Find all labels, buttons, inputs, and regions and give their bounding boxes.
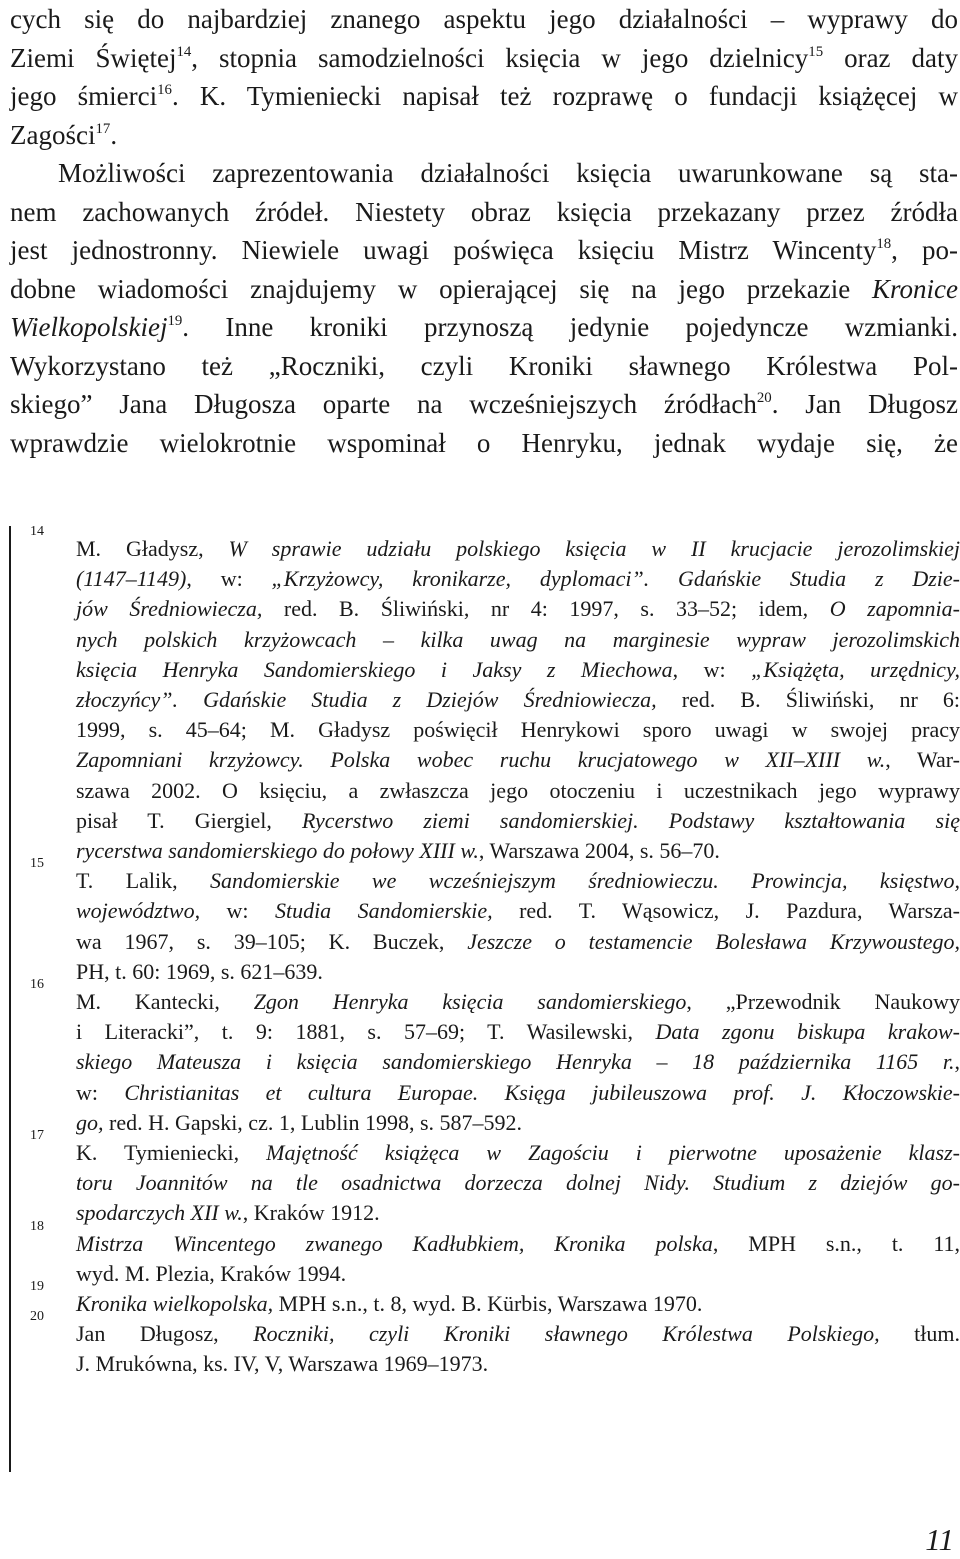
- footnote-number: 18: [30, 1218, 44, 1234]
- footnote-line: złoczyńcy”. Gdańskie Studia z Dziejów Średniowiecza, red. B. Śliwiński, nr 6:: [76, 687, 960, 713]
- footnote-line: PH, t. 60: 1969, s. 621–639.: [76, 958, 323, 984]
- footnote-line: Jan Długosz, Roczniki, czyli Kroniki sławnego Królestwa Polskiego, tłum.: [76, 1321, 960, 1347]
- footnote-line: wa 1967, s. 39–105; K. Buczek, Jeszcze o testamencie Bolesława Krzywoustego,: [76, 928, 960, 954]
- footnote-line: 1999, s. 45–64; M. Gładysz poświęcił Henrykowi sporo uwagi w swojej pracy: [76, 717, 960, 743]
- footnote: [30, 977, 960, 1138]
- footnote: [30, 1279, 960, 1319]
- footnote-number: 16: [30, 977, 44, 993]
- footnotes: [30, 524, 960, 1380]
- main-text-line: cych się do najbardziej znanego aspektu jego działalności – wyprawy do: [10, 4, 958, 34]
- footnote-line: M. Kantecki, Zgon Henryka księcia sandomierskiego, „Przewodnik Naukowy: [76, 989, 960, 1015]
- footnote-line: go, red. H. Gapski, cz. 1, Lublin 1998, s. 587–592.: [76, 1109, 523, 1135]
- footnote-number: 15: [30, 856, 44, 872]
- footnote-number: 19: [30, 1279, 44, 1295]
- footnote-line: szawa 2002. O księciu, a zwłaszcza jego otoczeniu i uczestnikach jego wyprawy: [76, 777, 960, 803]
- main-text-line: nem zachowanych źródeł. Niestety obraz księcia przekazany przez źródła: [10, 196, 958, 227]
- main-text-line: Wielkopolskiej$^{19}$. Inne kroniki przynoszą jedynie pojedyncze wzmianki.: [10, 312, 958, 342]
- footnote-line: K. Tymieniecki, Majętność książęca w Zagościu i pierwotne uposażenie klasz-: [76, 1140, 960, 1166]
- main-text-line: Zagości$^{17}$.: [10, 119, 118, 150]
- footnote-line: pisał T. Giergiel, Rycerstwo ziemi sandomierskiej. Podstawy kształtowania się: [76, 807, 960, 833]
- footnote: [30, 1128, 960, 1229]
- footnote-text: [30, 1289, 960, 1319]
- footnote-line: M. Gładysz, W sprawie udziału polskiego księcia w II krucjacie jerozolimskiej: [76, 536, 960, 561]
- footnote-line: J. Mrukówna, ks. IV, V, Warszawa 1969–1973.: [76, 1351, 489, 1377]
- footnote: [30, 1218, 960, 1289]
- footnote-line: Zapomniani krzyżowcy. Polska wobec ruchu krucjatowego w XII–XIII w., War-: [76, 747, 960, 773]
- page-number: 11: [925, 1522, 954, 1557]
- footnote-text: [30, 1229, 960, 1289]
- footnote: [30, 1309, 960, 1379]
- main-text-line: skiego” Jana Długosza oparte na wcześniejszych źródłach$^{20}$. Jan Długosz: [10, 389, 958, 419]
- footnote: [30, 856, 960, 987]
- footnote: [30, 524, 960, 866]
- footnote-line: województwo, w: Studia Sandomierskie, red. T. Wąsowicz, J. Pazdura, Warsza-: [76, 898, 960, 924]
- main-text: [10, 0, 958, 462]
- footnote-line: i Literacki”, t. 9: 1881, s. 57–69; T. Wasilewski, Data zgonu biskupa krakow-: [76, 1019, 960, 1045]
- footnote-line: w: Christianitas et cultura Europae. Księga jubileuszowa prof. J. Kłoczowskie-: [76, 1079, 960, 1105]
- footnote-text: [30, 866, 960, 987]
- main-text-line: Możliwości zaprezentowania działalności księcia uwarunkowane są sta-: [58, 158, 958, 188]
- footnote-line: skiego Mateusza i księcia sandomierskiego Henryka – 18 października 1165 r.,: [76, 1049, 960, 1075]
- footnote-number: 14: [30, 524, 44, 539]
- footnote-line: toru Joannitów na tle osadnictwa dorzecza dolnej Nidy. Studium z dziejów go-: [76, 1170, 960, 1196]
- footnote-text: [30, 987, 960, 1138]
- footnote-line: T. Lalik, Sandomierskie we wcześniejszym średniowieczu. Prowincja, księstwo,: [76, 868, 960, 894]
- footnotes-margin-rule: [9, 526, 11, 1472]
- footnote-line: Mistrza Wincentego zwanego Kadłubkiem, Kronika polska, MPH s.n., t. 11,: [76, 1230, 960, 1256]
- footnote-number: 20: [30, 1309, 44, 1325]
- footnote-line: Kronika wielkopolska, MPH s.n., t. 8, wyd. B. Kürbis, Warszawa 1970.: [76, 1291, 703, 1317]
- footnote-line: wyd. M. Plezia, Kraków 1994.: [76, 1260, 347, 1286]
- footnote-line: (1147–1149), w: „Krzyżowcy, kronikarze, dyplomaci”. Gdańskie Studia z Dzie-: [76, 566, 960, 592]
- footnote-text: [30, 534, 960, 866]
- footnote-number: 17: [30, 1128, 44, 1144]
- footnote-line: jów Średniowiecza, red. B. Śliwiński, nr 4: 1997, s. 33–52; idem, O zapomnia-: [76, 596, 960, 622]
- main-text-line: Ziemi Świętej$^{14}$, stopnia samodzielności księcia w jego dzielnicy$^{15}$ oraz daty: [10, 42, 959, 73]
- footnote-text: [30, 1319, 960, 1379]
- main-text-line: jest jednostronny. Niewiele uwagi poświęca księciu Mistrz Wincenty$^{18}$, po-: [10, 235, 958, 265]
- main-text-line: jego śmierci$^{16}$. K. Tymieniecki napisał też rozprawę o fundacji książęcej w: [10, 81, 958, 111]
- footnote-line: księcia Henryka Sandomierskiego i Jaksy z Miechowa, w: „Książęta, urzędnicy,: [76, 656, 960, 682]
- footnote-line: nych polskich krzyżowcach – kilka uwag na marginesie wypraw jerozolimskich: [76, 626, 960, 652]
- footnote-text: [30, 1138, 960, 1229]
- footnote-line: rycerstwa sandomierskiego do połowy XIII w., Warszawa 2004, s. 56–70.: [76, 838, 720, 864]
- main-text-line: dobne wiadomości znajdujemy w opierającej się na jego przekazie Kronice: [10, 273, 958, 304]
- main-text-line: wprawdzie wielokrotnie wspominał o Henryku, jednak wydaje się, że: [10, 427, 958, 458]
- footnote-line: spodarczych XII w., Kraków 1912.: [76, 1200, 380, 1226]
- main-text-line: Wykorzystano też „Roczniki, czyli Kroniki sławnego Królestwa Pol-: [10, 350, 958, 381]
